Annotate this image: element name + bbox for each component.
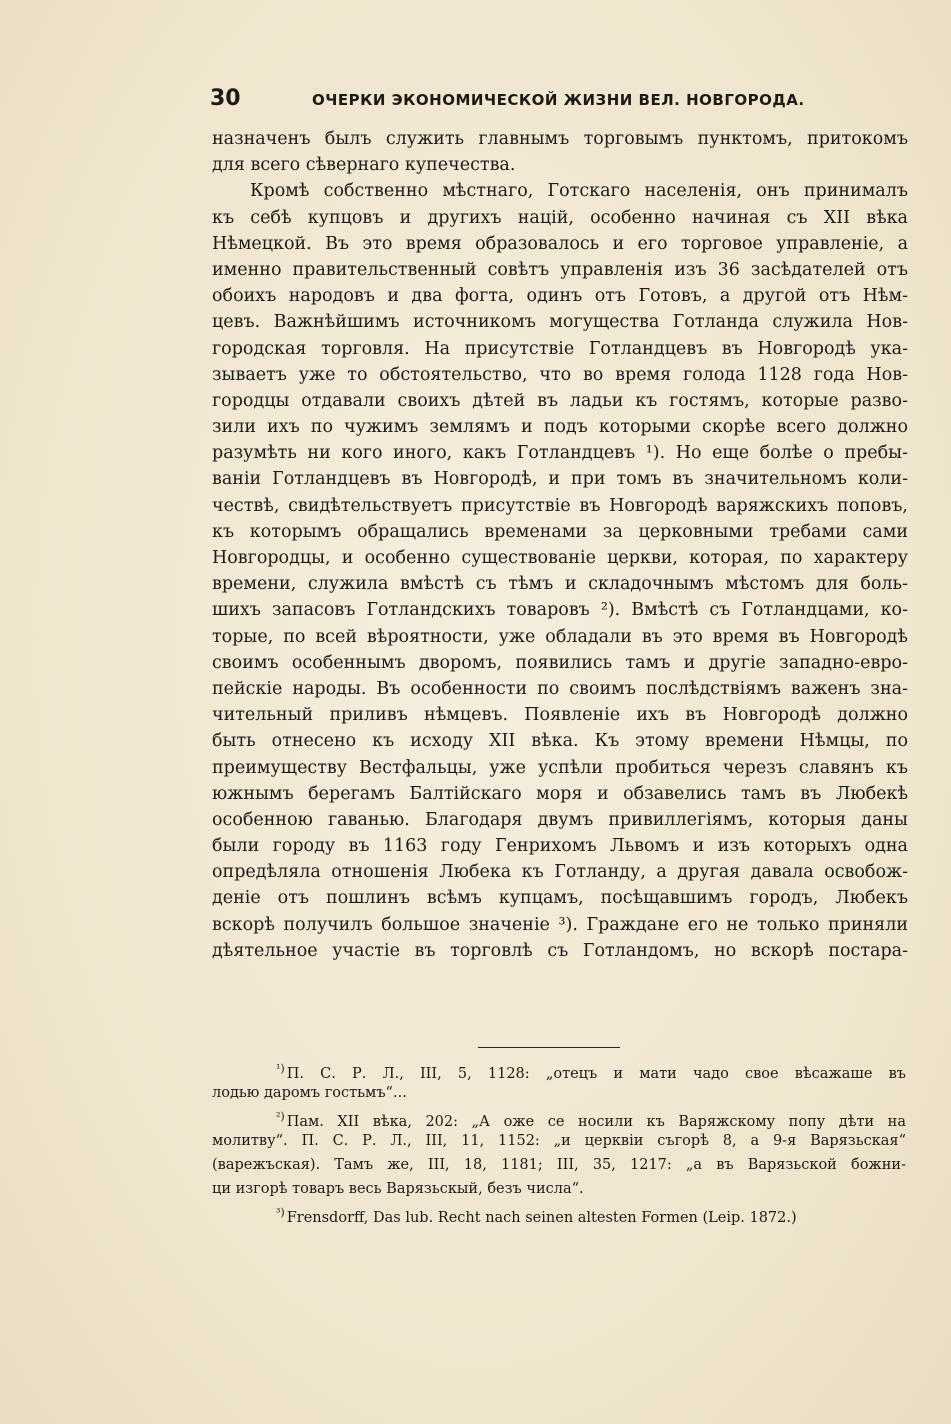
footnote-2-line	[212, 1105, 906, 1129]
text-line: именно правительственный совѣтъ управленія изъ 36 засѣдателей отъ	[212, 259, 908, 280]
text-line: для всего сѣвернаго купечества.	[212, 155, 516, 176]
footnote-2-line: молитву“. П. С. Р. Л., III, 11, 1152: „и церквiи съгорѣ 8, а 9-я Варязьская“	[212, 1133, 906, 1149]
footnote-marker: ²)	[276, 1110, 285, 1123]
footnote-text: П. С. Р. Л., III, 5, 1128: „отецъ и мати чадо свое вѣсажаше въ	[286, 1065, 906, 1081]
text-line: назначенъ былъ служить главнымъ торговымъ пунктомъ, притокомъ	[212, 129, 908, 149]
footnote-1-line	[212, 1057, 906, 1081]
text-line: обоихъ народовъ и два фогта, одинъ отъ Готовъ, а другой отъ Нѣм-	[212, 286, 908, 307]
text-line: зываетъ уже то обстоятельство, что во время голода 1128 года Нов-	[212, 364, 908, 385]
running-title: ОЧЕРКИ ЭКОНОМИЧЕСКОЙ ЖИЗНИ ВЕЛ. НОВГОРОДА.	[312, 91, 805, 109]
text-line: чествѣ, свидѣтельствуетъ присутствіе въ Новгородѣ варяжскихъ поповъ,	[212, 495, 908, 516]
text-line: опредѣляла отношенія Любека къ Готланду, а другая давала освобож-	[212, 862, 908, 883]
footnote-2-line: ци изгорѣ товаръ весь Варязьскый, безъ числа“.	[212, 1181, 584, 1197]
text-line: къ которымъ обращались временами за церковными требами сами	[212, 521, 908, 542]
text-line: разумѣть ни кого иного, какъ Готландцевъ ¹). Но еще болѣе о пребы-	[212, 443, 908, 464]
footnote-1-line: лодью даромъ гостьмъ“...	[212, 1085, 407, 1101]
footnote-text: Frensdorff, Das lub. Recht nach seinen altesten Formen (Leip. 1872.)	[286, 1209, 797, 1225]
text-line: дѣятельное участіе въ торговлѣ съ Готландомъ, но вскорѣ постара-	[212, 940, 908, 961]
text-line: городская торговля. На присутствіе Готландцевъ въ Новгородѣ ука-	[212, 338, 908, 359]
text-line: южнымъ берегамъ Балтійскаго моря и обзавелись тамъ въ Любекѣ	[212, 783, 908, 804]
text-line: Кромѣ собственно мѣстнаго, Готскаго населенія, онъ принималъ	[250, 181, 908, 202]
text-line: городцы отдавали своихъ дѣтей въ ладьи къ гостямъ, которые разво-	[212, 390, 908, 411]
text-line: пейскіе народы. Въ особенности по своимъ послѣдствіямъ важенъ зна-	[212, 678, 908, 699]
main-text	[212, 126, 908, 964]
footnote-marker: ³)	[276, 1206, 285, 1219]
footnote-2-line: (варежъская). Тамъ же, III, 18, 1181; III, 35, 1217: „а въ Варязьской божни-	[212, 1157, 906, 1173]
text-line: своимъ особеннымъ дворомъ, появились тамъ и другіе западно-евро-	[212, 652, 908, 673]
footnote-divider	[478, 1047, 620, 1048]
text-line: ваніи Готландцевъ въ Новгородѣ, и при томъ въ значительномъ коли-	[212, 469, 908, 490]
text-line: особенною гаванью. Благодаря двумъ привиллегіямъ, которыя даны	[212, 809, 908, 830]
page-header	[210, 86, 810, 111]
footnote-marker: ¹)	[276, 1062, 285, 1075]
text-line: зили ихъ по чужимъ землямъ и подъ которыми скорѣе всего должно	[212, 417, 908, 438]
text-line: деніе отъ пошлинъ всѣмъ купцамъ, посѣщавшимъ городъ, Любекъ	[212, 888, 908, 909]
page-number: 30	[210, 86, 241, 111]
text-line: къ себѣ купцовъ и другихъ націй, особенно начиная съ XII вѣка	[212, 207, 908, 228]
text-line: были городу въ 1163 году Генрихомъ Львомъ и изъ которыхъ одна	[212, 836, 908, 857]
text-line: шихъ запасовъ Готландскихъ товаровъ ²). Вмѣстѣ съ Готландцами, ко-	[212, 600, 908, 621]
footnotes	[212, 1057, 906, 1225]
text-line: Нѣмецкой. Въ это время образовалось и его торговое управленіе, а	[212, 233, 908, 254]
text-line: Новгородцы, и особенно существованіе церкви, которая, по характеру	[212, 548, 908, 568]
text-line: преимуществу Вестфальцы, уже успѣли пробиться черезъ славянъ къ	[212, 757, 908, 778]
text-line: вскорѣ получилъ большое значеніе ³). Граждане его не только приняли	[212, 914, 908, 935]
text-line: быть отнесено къ исходу XII вѣка. Къ этому времени Нѣмцы, по	[212, 731, 908, 752]
footnote-3-line	[212, 1201, 906, 1225]
text-line: цевъ. Важнѣйшимъ источникомъ могущества Готланда служила Нов-	[212, 312, 908, 333]
footnote-text: Пам. XII вѣка, 202: „А оже се носили къ Варяжскому попу дѣти на	[286, 1113, 906, 1129]
text-line: торые, по всей вѣроятности, уже обладали въ это время въ Новгородѣ	[212, 626, 908, 647]
text-line: чительный приливъ нѣмцевъ. Появленіе ихъ въ Новгородѣ должно	[212, 705, 908, 726]
text-line: времени, служила вмѣстѣ съ тѣмъ и складочнымъ мѣстомъ для боль-	[212, 574, 908, 595]
